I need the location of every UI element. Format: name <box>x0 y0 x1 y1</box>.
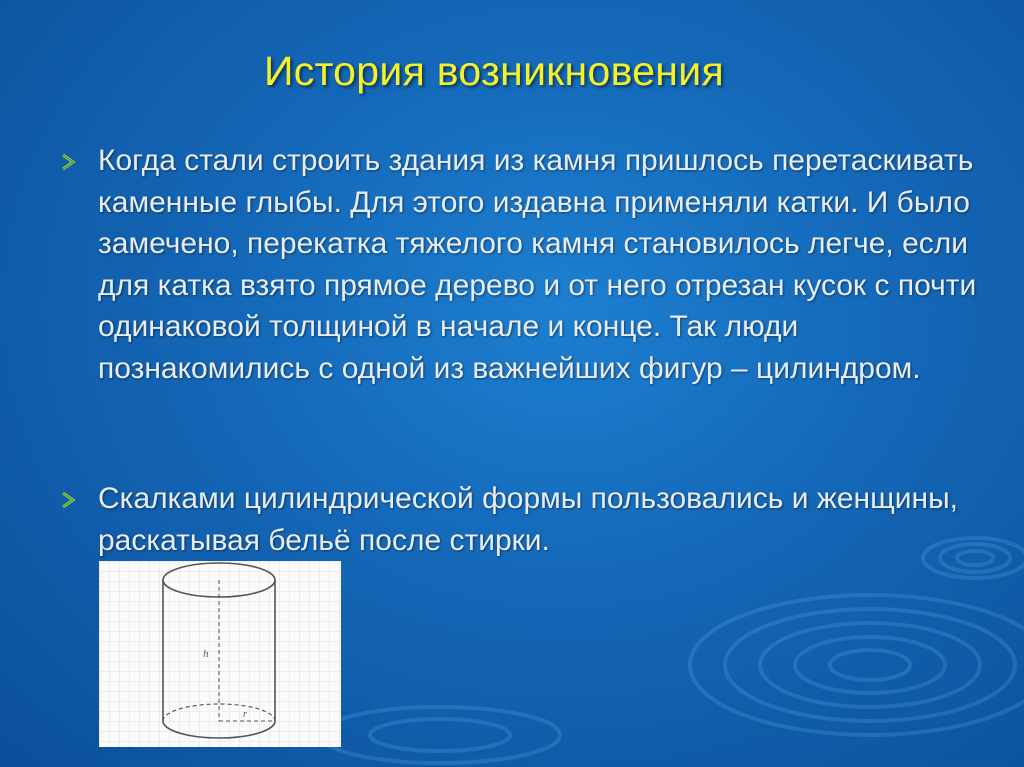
bullet-text-1: Когда стали строить здания из камня пришлось перетаскивать каменные глыбы. Для этого издавна применяли катки. И было замечено, перекатка тяжелого камня становилось легче, если для катка взято прямое дерево и от него отрезан кусок с почти одинаковой толщиной в начале и конце. Так люди познакомились с одной из важнейших фигур – цилиндром. <box>98 144 977 385</box>
radius-label: r <box>243 709 247 720</box>
bullet-text-2: Скалками цилиндрической формы пользовались и женщины, раскатывая бельё после стирки. <box>98 482 959 557</box>
cylinder-figure <box>99 561 341 747</box>
cylinder-diagram <box>99 561 341 747</box>
chevron-right-icon <box>58 151 80 173</box>
height-label: h <box>203 648 209 660</box>
slide-title: История возникновения <box>264 48 724 94</box>
chevron-right-icon <box>58 489 80 511</box>
